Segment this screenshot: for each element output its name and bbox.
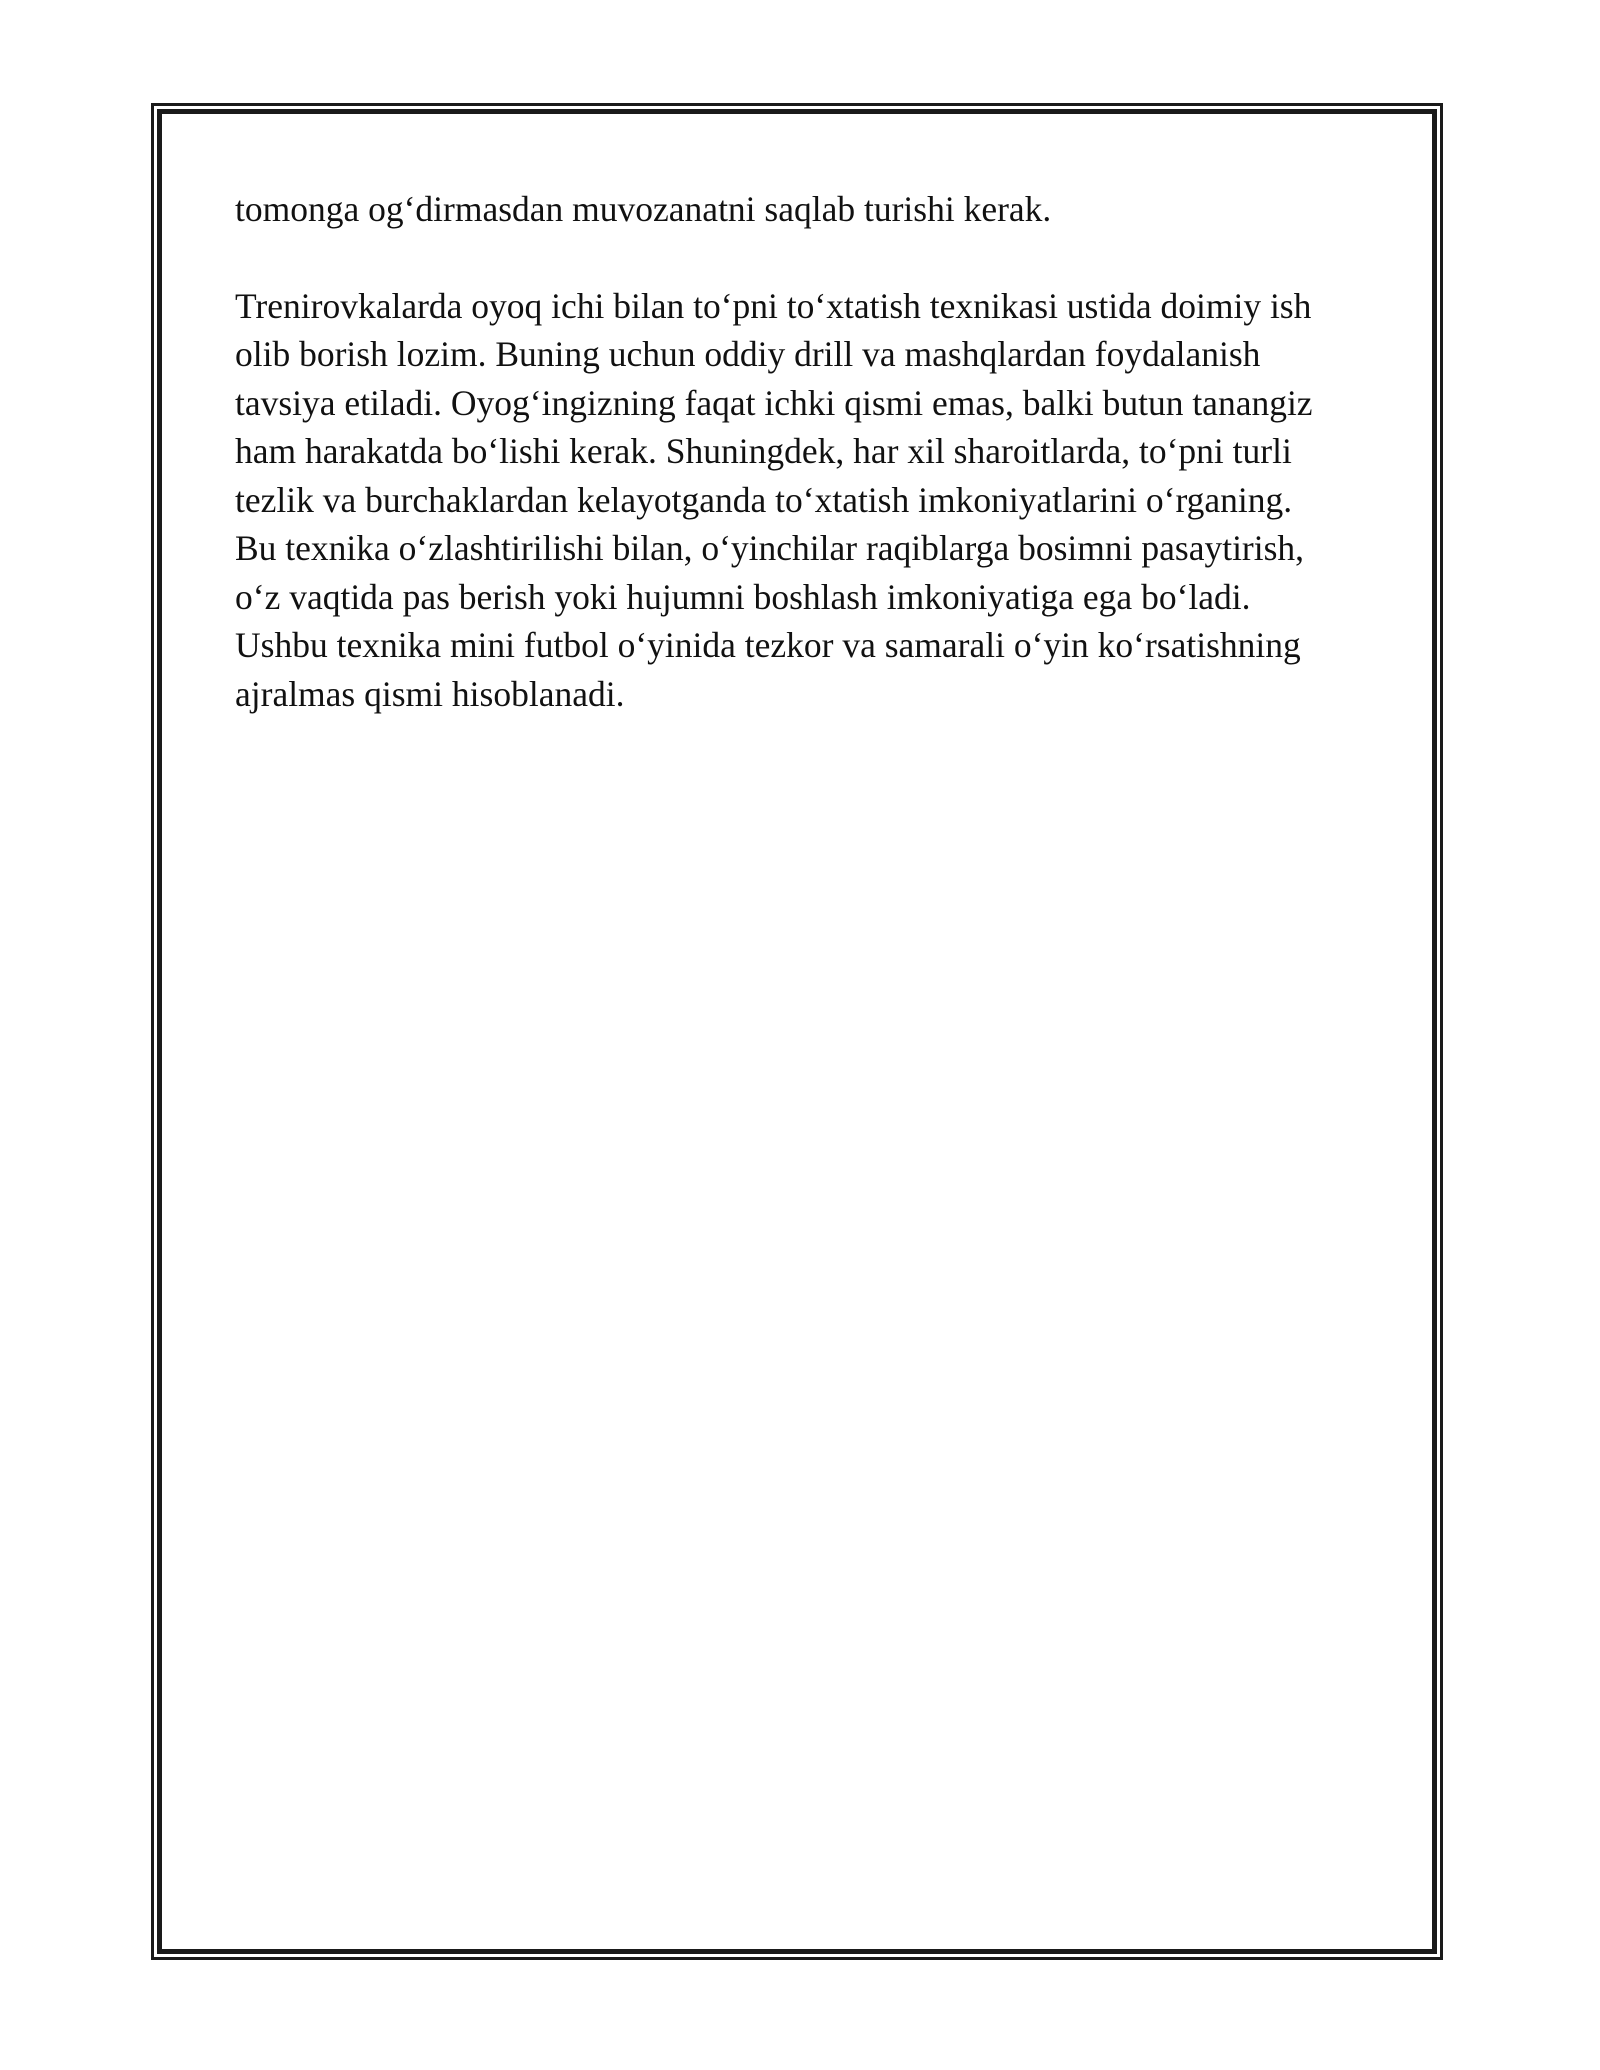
text-line: tezlik va burchaklardan kelayotganda to‘xtatish imkoniyatlarini o‘rganing. (235, 479, 1293, 520)
text-line: tavsiya etiladi. Oyog‘ingizning faqat ichki qismi emas, balki butun tanangiz (235, 382, 1313, 423)
text-line: o‘z vaqtida pas berish yoki hujumni boshlash imkoniyatiga ega bo‘ladi. (235, 576, 1251, 617)
text-line: olib borish lozim. Buning uchun oddiy drill va mashqlardan foydalanish (235, 334, 1261, 374)
text-line: Ushbu texnika mini futbol o‘yinida tezkor va samarali o‘yin ko‘rsatishning (235, 625, 1301, 665)
text-line: Bu texnika o‘zlashtirilishi bilan, o‘yinchilar raqiblarga bosimni pasaytirish, (235, 528, 1305, 568)
paragraph-1 (235, 185, 1365, 234)
paragraph-2 (235, 282, 1365, 719)
text-line: ajralmas qismi hisoblanadi. (235, 673, 625, 714)
text-line: Trenirovkalarda oyoq ichi bilan to‘pni to‘xtatish texnikasi ustida doimiy ish (235, 285, 1312, 326)
text-line: tomonga og‘dirmasdan muvozanatni saqlab turishi kerak. (235, 189, 1052, 229)
text-line: ham harakatda bo‘lishi kerak. Shuningdek, har xil sharoitlarda, to‘pni turli (235, 431, 1292, 471)
document-body (235, 185, 1365, 718)
